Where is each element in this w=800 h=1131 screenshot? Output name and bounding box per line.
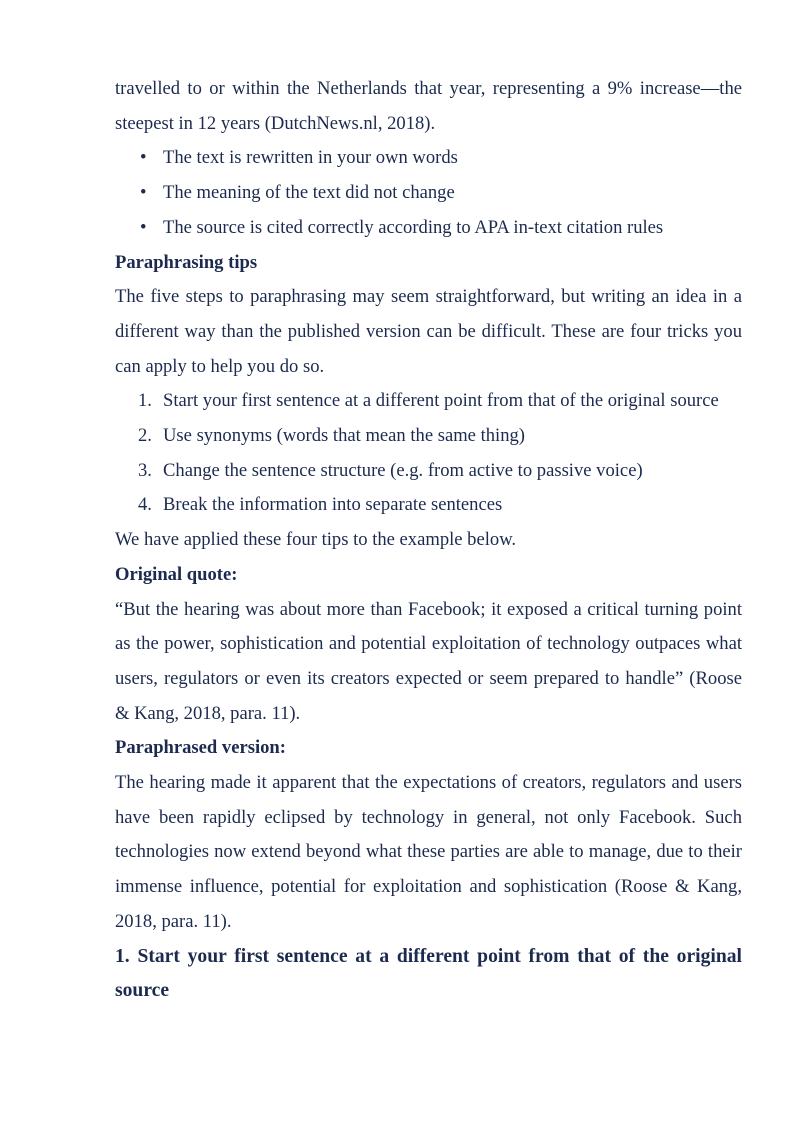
tip-text: Break the information into separate sentences [163, 494, 503, 516]
list-item [140, 211, 742, 246]
original-quote-heading: Original quote: [115, 563, 238, 585]
example-intro: We have applied these four tips to the example below. [115, 529, 517, 551]
criteria-text: The meaning of the text did not change [163, 182, 455, 204]
criteria-text: The source is cited correctly according to APA in-text citation rules [163, 216, 664, 238]
bullet-icon: • [140, 182, 147, 204]
tip-text: Start your first sentence at a different point from that of the original source [163, 390, 719, 412]
list-number: 3. [138, 459, 152, 481]
tips-list [115, 384, 742, 523]
list-item [138, 454, 742, 489]
tip-text: Change the sentence structure (e.g. from active to passive voice) [163, 459, 643, 481]
list-item [140, 141, 742, 176]
tips-intro: The five steps to paraphrasing may seem straightforward, but writing an idea in a different way than the published version can be difficult. These are four tricks you can apply to help you do so. [115, 286, 742, 377]
list-number: 4. [138, 494, 152, 516]
list-item [138, 384, 742, 419]
list-item [140, 176, 742, 211]
paraphrased-heading: Paraphrased version: [115, 737, 286, 759]
original-quote-text: “But the hearing was about more than Facebook; it exposed a critical turning point as the power, sophistication and potential exploitation of technology outpaces what users, regulators or even its creators expected or seem prepared to handle” (Roose & Kang, 2018, para. 11). [115, 598, 742, 724]
bullet-icon: • [140, 147, 147, 169]
criteria-list [115, 141, 742, 245]
bullet-icon: • [140, 216, 147, 238]
intro-continuation: travelled to or within the Netherlands that year, representing a 9% increase—the steepest in 12 years (DutchNews.nl, 2018). [115, 78, 742, 134]
paraphrased-text: The hearing made it apparent that the expectations of creators, regulators and users have been rapidly eclipsed by technology in general, not only Facebook. Such technologies now extend beyond what these parties are able to manage, due to their immense influence, potential for exploitation and sophistication (Roose & Kang, 2018, para. 11). [115, 772, 742, 932]
section-heading: 1. Start your first sentence at a different point from that of the original source [115, 945, 742, 1002]
list-item [138, 488, 742, 523]
list-item [138, 419, 742, 454]
criteria-text: The text is rewritten in your own words [163, 147, 458, 169]
tips-heading: Paraphrasing tips [115, 251, 258, 273]
tip-text: Use synonyms (words that mean the same thing) [163, 425, 525, 447]
list-number: 1. [138, 390, 152, 412]
list-number: 2. [138, 425, 152, 447]
